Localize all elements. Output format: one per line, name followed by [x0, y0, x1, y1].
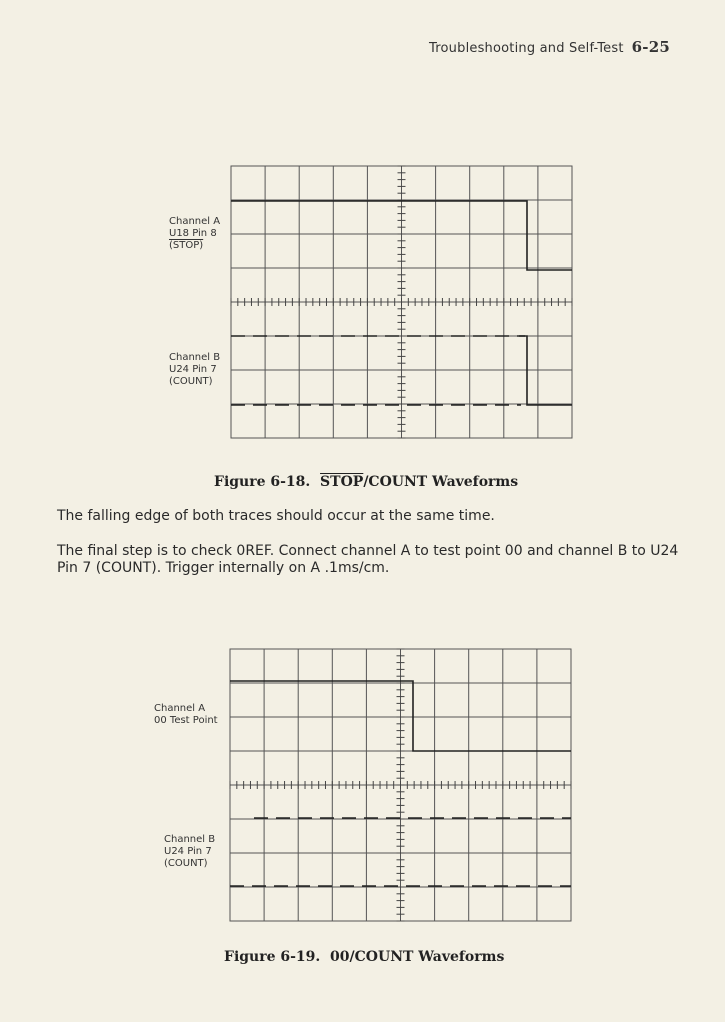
page-number: 6-25 [631, 38, 670, 56]
paragraph-falling-edge: The falling edge of both traces should occur at the same time. [57, 508, 495, 524]
fig19-graticule [230, 649, 571, 921]
fig18-scope [225, 160, 580, 445]
fig18-channel-b-label: Channel B U24 Pin 7 (COUNT) [169, 352, 221, 387]
fig18-caption: Figure 6-18. STOP/COUNT Waveforms [214, 474, 519, 490]
fig19-channel-b-label: Channel B U24 Pin 7 (COUNT) [164, 834, 216, 869]
fig18-graticule [231, 166, 572, 438]
paragraph-final-step: The final step is to check 0REF. Connect channel A to test point 00 and channel B to U24 Pin 7 (COUNT). Trigger internally on A .1ms/cm. [57, 543, 679, 576]
fig19-channel-a-label: Channel A 00 Test Point [154, 703, 218, 726]
page-header [429, 38, 670, 56]
section-title: Troubleshooting and Self-Test [429, 41, 624, 56]
fig19-caption: Figure 6-19. 00/COUNT Waveforms [224, 949, 505, 965]
fig18-channel-a-label: Channel A U18 Pin 8 (STOP) [169, 216, 221, 251]
fig19-scope [224, 643, 579, 928]
